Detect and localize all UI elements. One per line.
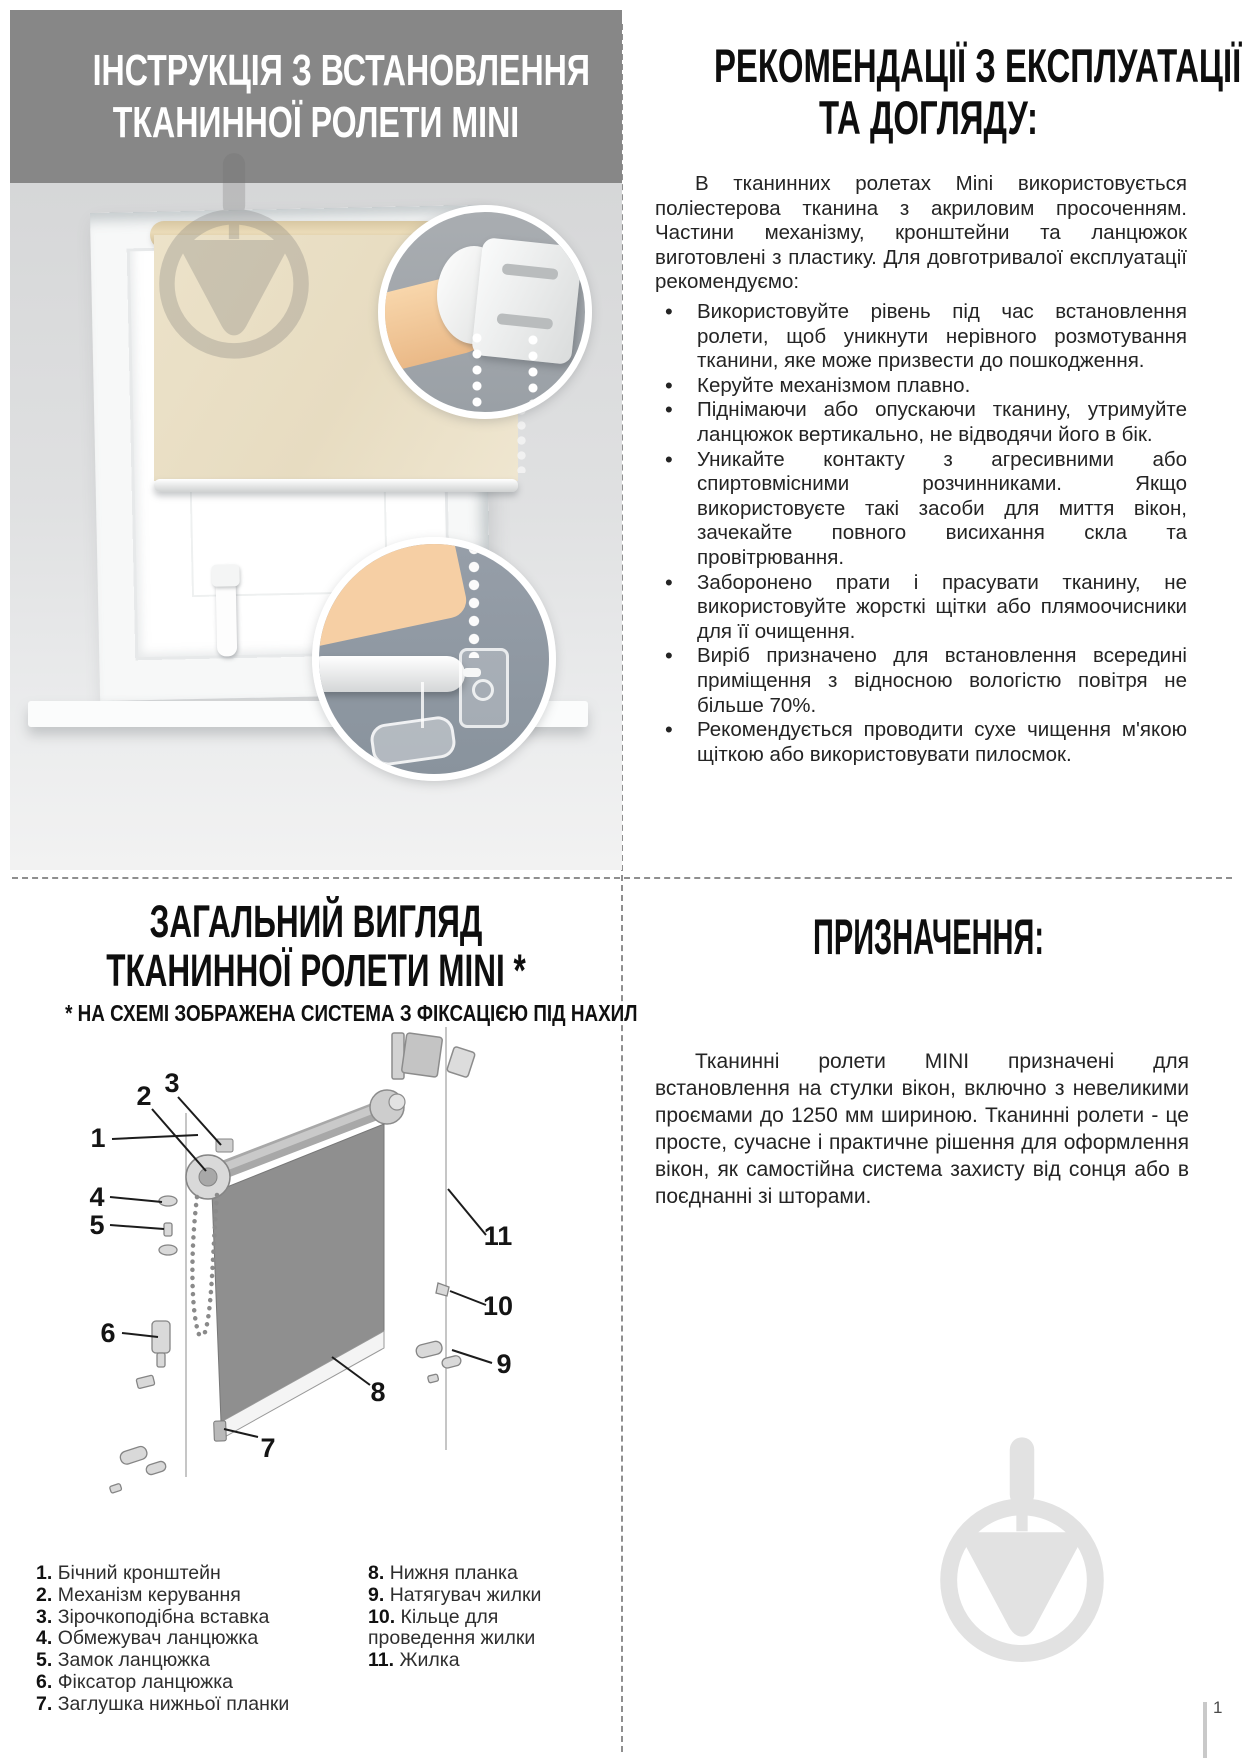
legend-num: 2.	[36, 1583, 53, 1606]
legend-label: Замок ланцюжка	[57, 1649, 210, 1672]
overview-title-line2: ТКАНИННОЇ РОЛЕТИ MINI *	[106, 944, 526, 996]
legend-item	[368, 1563, 573, 1585]
chain-parts-left	[109, 1196, 177, 1493]
recommendations-title-line2: ТА ДОГЛЯДУ:	[819, 90, 1038, 144]
blind-bottom-bar	[154, 479, 518, 492]
overview-title-line1: ЗАГАЛЬНИЙ ВИГЛЯД	[149, 896, 483, 947]
legend-item	[368, 1607, 573, 1651]
recommendation-item: • Рекомендується проводити сухе чищення м'якою щіткою або використовувати пилосмок.	[655, 718, 1187, 767]
legend-item	[368, 1650, 573, 1672]
recommendation-item: • Уникайте контакту з агресивними або спиртовмісними розчинниками. Якщо використовуєте такі засоби для миття вікон, зачекайте повного висихання скла та провітрювання.	[655, 448, 1187, 571]
legend-num: 1.	[36, 1562, 53, 1584]
callout-4: 4	[89, 1182, 105, 1212]
legend-label: Кільце для проведення жилки	[368, 1605, 536, 1650]
legend-label: Нижня планка	[389, 1562, 518, 1584]
overview-note: * НА СХЕМІ ЗОБРАЖЕНА СИСТЕМА З ФІКСАЦІЄЮ ПІД НАХИЛ	[65, 1000, 638, 1026]
mechanism-closeup-inset	[378, 205, 592, 419]
legend-label: Обмежувач ланцюжка	[57, 1627, 259, 1650]
legend-num: 5.	[36, 1649, 53, 1672]
window-blind-photo	[10, 183, 622, 870]
legend-num: 8.	[368, 1562, 385, 1584]
legend-item	[36, 1650, 336, 1672]
bottom-bar-closeup-inset	[312, 537, 556, 781]
callout-2: 2	[136, 1081, 152, 1111]
bottom-bar-detail	[312, 656, 465, 692]
purpose-title	[622, 909, 1235, 965]
recommendations-list	[655, 300, 1187, 767]
legend-label: Бічний кронштейн	[57, 1562, 221, 1584]
legend-item	[36, 1694, 336, 1716]
bead-chain-detail	[527, 332, 539, 412]
footer-divider-line	[1203, 1702, 1207, 1758]
legend-num: 4.	[36, 1627, 53, 1650]
recommendations-title-line1: РЕКОМЕНДАЦІЇ З ЕКСПЛУАТАЦІЇ	[713, 39, 1242, 92]
legend-label: Жилка	[399, 1649, 460, 1672]
legend-num: 6.	[36, 1670, 53, 1693]
bead-chain-detail	[467, 540, 481, 658]
page-number: 1	[1213, 1698, 1223, 1717]
recommendation-item: • Використовуйте рівень під час встановлення ролети, щоб уникнути нерівного розмотування тканини, яке може призвести до пошкодження.	[655, 300, 1187, 374]
top-bracket-assembly	[392, 1033, 475, 1079]
legend-num: 11.	[368, 1649, 395, 1672]
callout-6: 6	[100, 1318, 116, 1348]
chain-weight-detail	[368, 714, 457, 767]
legend-item	[36, 1563, 336, 1585]
bracket-slot	[496, 313, 553, 330]
horizontal-dashed-divider	[12, 877, 1232, 879]
bracket-slot	[502, 263, 559, 280]
control-mechanism	[186, 1139, 233, 1199]
callout-3: 3	[164, 1068, 180, 1098]
recommendation-item: • Керуйте механізмом плавно.	[655, 374, 1187, 399]
callout-10: 10	[482, 1291, 514, 1321]
legend-label: Механізм керування	[57, 1583, 241, 1606]
legend-num: 3.	[36, 1605, 53, 1628]
legend-num: 10.	[368, 1605, 396, 1628]
legend-label: Заглушка нижньої планки	[57, 1692, 290, 1715]
recommendation-item: • Виріб призначено для встановлення всередині приміщення з відносною вологістю повітря не більше 70%.	[655, 644, 1187, 718]
legend-item	[36, 1607, 336, 1629]
parts-legend-right	[368, 1563, 573, 1672]
install-title-line1: ІНСТРУКЦІЯ З ВСТАНОВЛЕННЯ	[92, 46, 590, 96]
callout-11: 11	[483, 1221, 513, 1251]
parts-legend-left	[36, 1563, 336, 1716]
legend-item	[36, 1672, 336, 1694]
legend-label: Натягувач жилки	[389, 1583, 542, 1606]
legend-label: Фіксатор ланцюжка	[57, 1670, 233, 1693]
brand-trowel-watermark	[928, 1436, 1116, 1668]
cord-parts-right	[415, 1283, 462, 1383]
recommendations-title	[622, 39, 1242, 144]
callout-1: 1	[90, 1123, 106, 1153]
window-handle	[216, 578, 238, 656]
legend-num: 9.	[368, 1583, 385, 1606]
callout-9: 9	[496, 1349, 512, 1379]
legend-item	[36, 1628, 336, 1650]
callout-5: 5	[89, 1210, 105, 1240]
roller-blind-exploded-diagram	[40, 1025, 580, 1530]
overview-title	[10, 898, 622, 995]
install-title-banner	[10, 10, 622, 183]
legend-item	[36, 1585, 336, 1607]
install-title-line2: ТКАНИННОЇ РОЛЕТИ MINI	[112, 97, 520, 147]
bead-chain-detail	[471, 330, 483, 412]
recommendations-intro: В тканинних ролетах Mini використовується поліестерова тканина з акриловим просоченням. Частини механізму, кронштейни та ланцюжок виготовлені з пластику. Для довготривалої експлуатації рекомендуємо:	[655, 172, 1187, 294]
recommendation-item: • Піднімаючи або опускаючи тканину, утримуйте ланцюжок вертикально, не відводячи його в бік.	[655, 398, 1187, 447]
legend-item	[368, 1585, 573, 1607]
purpose-title-text: ПРИЗНАЧЕННЯ:	[813, 909, 1044, 965]
fabric-corner-detail	[312, 537, 470, 651]
recommendation-item: • Заборонено прати і прасувати тканину, не використовуйте жорсткі щітки або плямоочисники для її очищення.	[655, 571, 1187, 645]
legend-label: Зірочкоподібна вставка	[57, 1605, 270, 1628]
purpose-body: Тканинні ролети MINI призначені для встановлення на стулки вікон, включно з невеликими проємами до 1250 мм шириною. Тканинні ролети - це просте, сучасне і практичне рішення для оформлення вікон, як самостійна система захисту від сонця або в поєднанні зі шторами.	[655, 1050, 1189, 1208]
callout-8: 8	[370, 1377, 386, 1407]
bottom-bar-cap	[214, 1421, 227, 1441]
legend-num: 7.	[36, 1692, 53, 1715]
callout-7: 7	[260, 1433, 276, 1463]
cord-tensioner-detail	[459, 648, 509, 728]
